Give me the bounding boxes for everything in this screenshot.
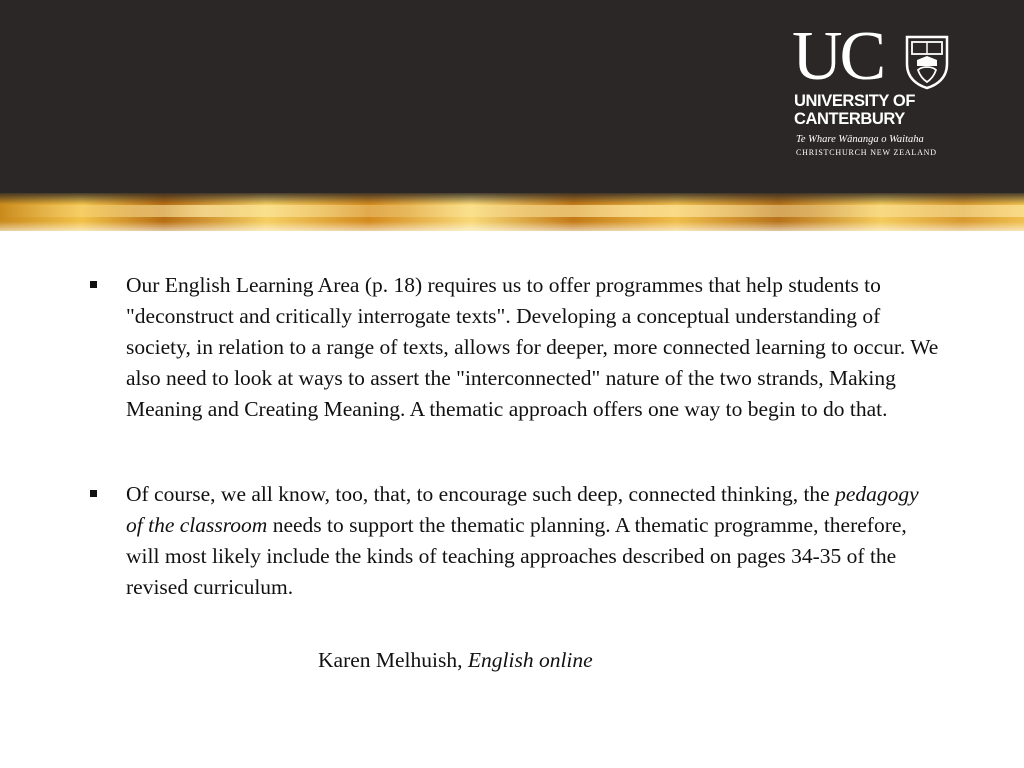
sunset-band-highlight bbox=[0, 205, 1024, 217]
square-bullet-icon bbox=[90, 490, 97, 497]
bullet-item bbox=[90, 479, 940, 603]
bullet-text-end: needs to support the thematic planning. A thematic programme, therefore, will most likely include the kinds of teaching approaches described on pages 34-35 of the revised curriculum. bbox=[126, 513, 907, 599]
attribution-source: English online bbox=[467, 648, 593, 672]
logo-university-of: UNIVERSITY OF bbox=[794, 92, 916, 110]
logo-canterbury: CANTERBURY bbox=[794, 110, 905, 128]
bullet-text-start: Of course, we all know, too, that, to encourage such deep, connected thinking, the bbox=[126, 482, 836, 506]
attribution bbox=[318, 645, 593, 676]
bullet-item bbox=[90, 270, 940, 425]
university-crest-icon bbox=[904, 34, 950, 90]
attribution-author: Karen Melhuish, bbox=[318, 648, 468, 672]
university-logo bbox=[792, 18, 952, 160]
logo-maori-name: Te Whare Wānanga o Waitaha bbox=[796, 134, 924, 145]
slide-body bbox=[90, 270, 940, 603]
square-bullet-icon bbox=[90, 281, 97, 288]
logo-abbreviation: UC bbox=[792, 18, 884, 95]
logo-location: CHRISTCHURCH NEW ZEALAND bbox=[796, 148, 937, 157]
bullet-text: Our English Learning Area (p. 18) requires us to offer programmes that help students to "deconstruct and critically interrogate texts". Developing a conceptual understanding of society, in relation to a range of texts, allows for deeper, more connected learning to occur. We also need to look at ways to assert the "interconnected" nature of the two strands, Making Meaning and Creating Meaning. A thematic approach offers one way to begin to do that. bbox=[126, 273, 939, 421]
bullet-text-emphasis: pedagogy of the classroom bbox=[126, 482, 919, 537]
